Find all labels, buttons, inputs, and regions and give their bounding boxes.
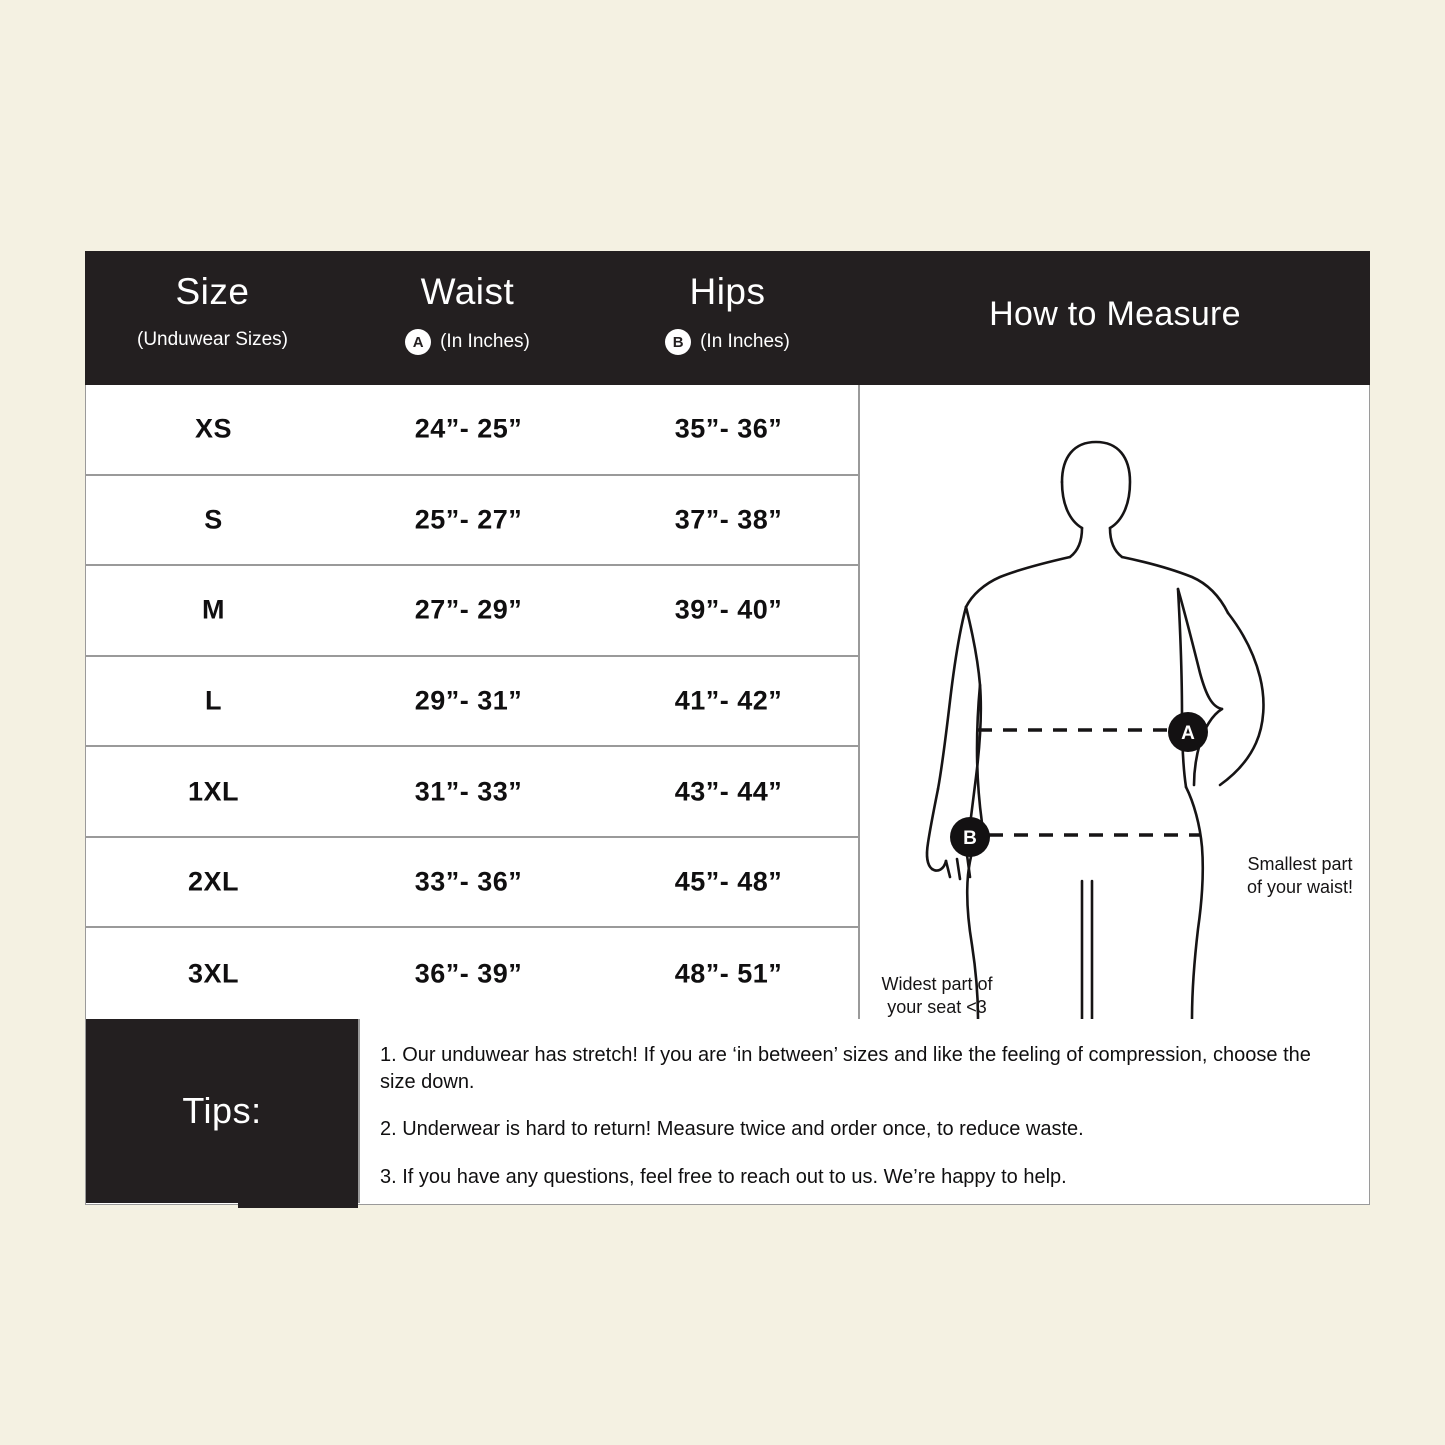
chart-body	[85, 385, 1370, 1205]
tips-section	[86, 1019, 1369, 1203]
header-title-hips: Hips	[689, 271, 766, 312]
tips-label-tail	[238, 1203, 358, 1208]
figure-finger-1	[946, 861, 950, 877]
header-column-size	[85, 251, 340, 385]
figure-hip-right	[1186, 787, 1203, 1019]
header-title-size: Size	[175, 271, 250, 312]
cell-size: 2XL	[187, 866, 240, 897]
cell-waist: 27”- 29”	[414, 594, 523, 625]
cell-waist: 33”- 36”	[414, 866, 523, 897]
table-row	[86, 838, 858, 929]
header-subtitle-hips-text: (In Inches)	[700, 331, 790, 352]
cell-waist: 29”- 31”	[414, 685, 523, 716]
figure-finger-2	[957, 859, 960, 879]
cell-hips: 45”- 48”	[674, 866, 783, 897]
cell-hips: 41”- 42”	[674, 685, 783, 716]
cell-hips: 35”- 36”	[674, 413, 783, 444]
table-row	[86, 385, 858, 476]
table-row	[86, 657, 858, 748]
cell-size: 1XL	[187, 776, 240, 807]
how-to-measure-illustration	[860, 385, 1369, 1019]
header-column-hips	[595, 251, 860, 385]
size-table	[86, 385, 860, 1019]
cell-waist: 25”- 27”	[414, 504, 523, 535]
figure-arm-right-outer	[1220, 613, 1263, 785]
table-row	[86, 747, 858, 838]
cell-hips: 43”- 44”	[674, 776, 783, 807]
header-title-how-to-measure: How to Measure	[989, 295, 1241, 333]
header-title-waist: Waist	[420, 271, 515, 312]
cell-hips: 37”- 38”	[674, 504, 783, 535]
cell-waist: 31”- 33”	[414, 776, 523, 807]
header-subtitle-waist-text: (In Inches)	[440, 331, 530, 352]
cell-size: S	[204, 504, 223, 535]
cell-hips: 48”- 51”	[674, 958, 783, 989]
figure-neck-left	[1070, 528, 1082, 557]
figure-hand-left-outer	[927, 789, 938, 869]
size-chart	[85, 251, 1370, 1205]
header-subtitle-waist	[340, 329, 595, 355]
table-row	[86, 476, 858, 567]
figure-arm-left-outer	[938, 607, 966, 789]
header-column-how-to-measure	[860, 251, 1370, 385]
figure-hand-left-thumb	[932, 861, 946, 871]
cell-size: M	[202, 594, 225, 625]
tip-item: 2. Underwear is hard to return! Measure twice and order once, to reduce waste.	[380, 1118, 1084, 1141]
tips-label: Tips:	[182, 1090, 262, 1131]
tip-item: 3. If you have any questions, feel free to reach out to us. We’re happy to help.	[380, 1165, 1067, 1188]
table-row	[86, 928, 858, 1019]
tips-label-box	[86, 1019, 358, 1203]
figure-head-right	[1062, 442, 1130, 528]
marker-b-label: B	[963, 828, 977, 849]
marker-a-icon	[1168, 712, 1208, 752]
cell-size: XS	[194, 413, 233, 444]
table-row	[86, 566, 858, 657]
header-subtitle-hips	[595, 329, 860, 355]
figure-shoulder-right	[1122, 557, 1228, 613]
cell-size: L	[205, 685, 222, 716]
marker-a-label: A	[1181, 723, 1195, 744]
marker-b-icon	[950, 817, 990, 857]
cell-hips: 39”- 40”	[674, 594, 783, 625]
cell-size: 3XL	[187, 958, 240, 989]
badge-a-icon: A	[405, 329, 431, 355]
body-figure-svg	[860, 385, 1369, 1019]
header-subtitle-size	[85, 329, 340, 351]
tip-item: 1. Our unduwear has stretch! If you are ‘in between’ sizes and like the feeling of compression, choose the size down.	[380, 1044, 1311, 1093]
header-column-waist	[340, 251, 595, 385]
chart-header	[85, 251, 1370, 385]
seat-note-label: Widest part of your seat <3	[881, 974, 993, 1018]
header-subtitle-size-text: (Unduwear Sizes)	[137, 329, 288, 350]
cell-waist: 24”- 25”	[414, 413, 523, 444]
cell-waist: 36”- 39”	[414, 958, 523, 989]
figure-shoulder-left	[966, 557, 1070, 607]
badge-b-icon: B	[665, 329, 691, 355]
figure-neck-right	[1110, 528, 1122, 557]
figure-head-left	[1062, 482, 1082, 528]
tips-list	[358, 1019, 1369, 1203]
figure-arm-right-upper-inner	[1178, 589, 1222, 709]
waist-note-label: Smallest part of your waist!	[1246, 854, 1354, 898]
